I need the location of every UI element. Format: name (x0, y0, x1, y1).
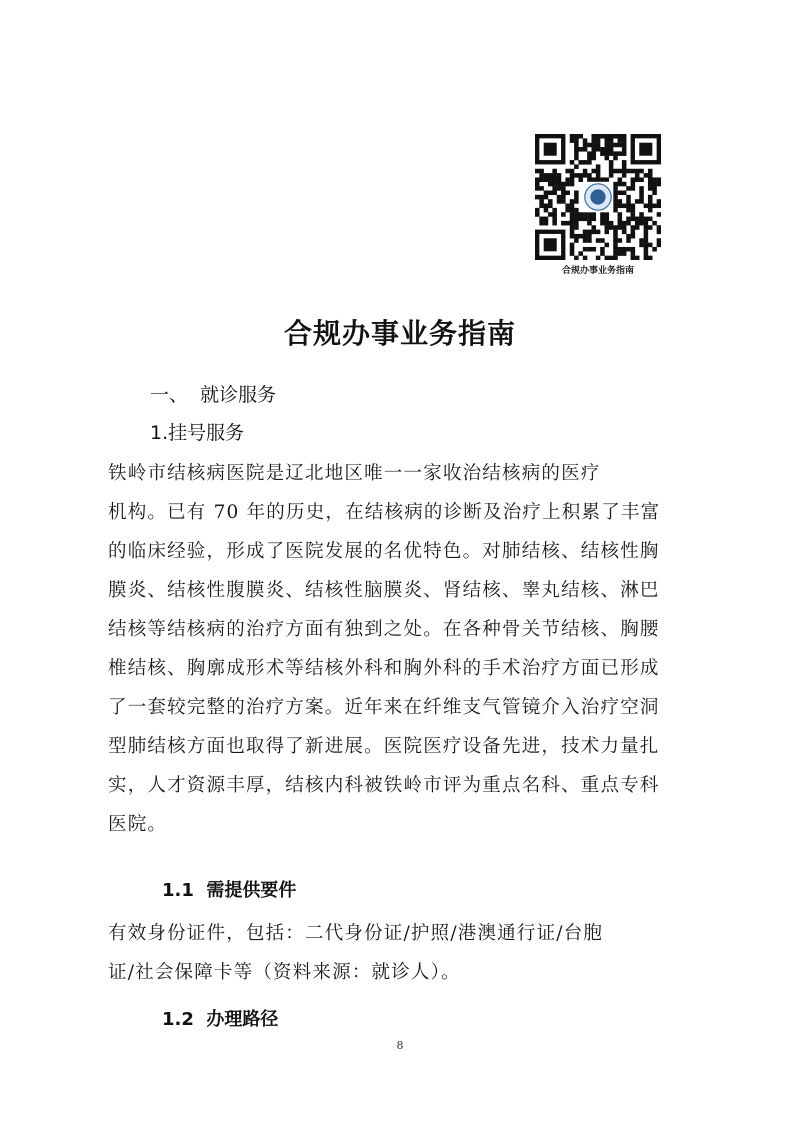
subsection-heading-required-documents: 1.1 需提供要件 (162, 880, 297, 901)
paragraph-line: 证/社会保障卡等（资料来源：就诊人）。 (108, 962, 461, 983)
paragraph-line: 实，人才资源丰厚，结核内科被铁岭市评为重点名科、重点专科 (108, 775, 660, 796)
paragraph-line: 医院。 (108, 814, 168, 835)
paragraph-line: 椎结核、胸廓成形术等结核外科和胸外科的手术治疗方面已形成 (108, 658, 660, 679)
page-number: 8 (396, 1039, 404, 1052)
qr-caption: 合规办事业务指南 (561, 266, 634, 276)
paragraph-line: 了一套较完整的治疗方案。近年来在纤维支气管镜介入治疗空洞 (108, 697, 660, 718)
hospital-intro-paragraph (108, 454, 698, 844)
paragraph-line: 结核等结核病的治疗方面有独到之处。在各种骨关节结核、胸腰 (108, 619, 660, 640)
paragraph-line: 铁岭市结核病医院是辽北地区唯一一家收治结核病的医疗 (108, 463, 601, 484)
subsection-heading-registration: 1.挂号服务 (150, 422, 245, 444)
subsection-heading-procedure-path: 1.2 办理路径 (162, 1009, 279, 1030)
page-title: 合规办事业务指南 (283, 317, 516, 350)
qr-code (535, 134, 661, 260)
section-heading-visit-services: 一、 就诊服务 (150, 384, 277, 406)
paragraph-line: 型肺结核方面也取得了新进展。医院医疗设备先进，技术力量扎 (108, 736, 660, 757)
paragraph-line: 膜炎、结核性腹膜炎、结核性脑膜炎、肾结核、睾丸结核、淋巴 (108, 580, 660, 601)
paragraph-line: 的临床经验，形成了医院发展的名优特色。对肺结核、结核性胸 (108, 541, 660, 562)
qr-code-image (535, 134, 661, 260)
paragraph-line: 有效身份证件，包括：二代身份证/护照/港澳通行证/台胞 (108, 923, 604, 944)
required-documents-paragraph (108, 914, 698, 992)
paragraph-line: 机构。已有 70 年的历史，在结核病的诊断及治疗上积累了丰富 (108, 502, 661, 523)
